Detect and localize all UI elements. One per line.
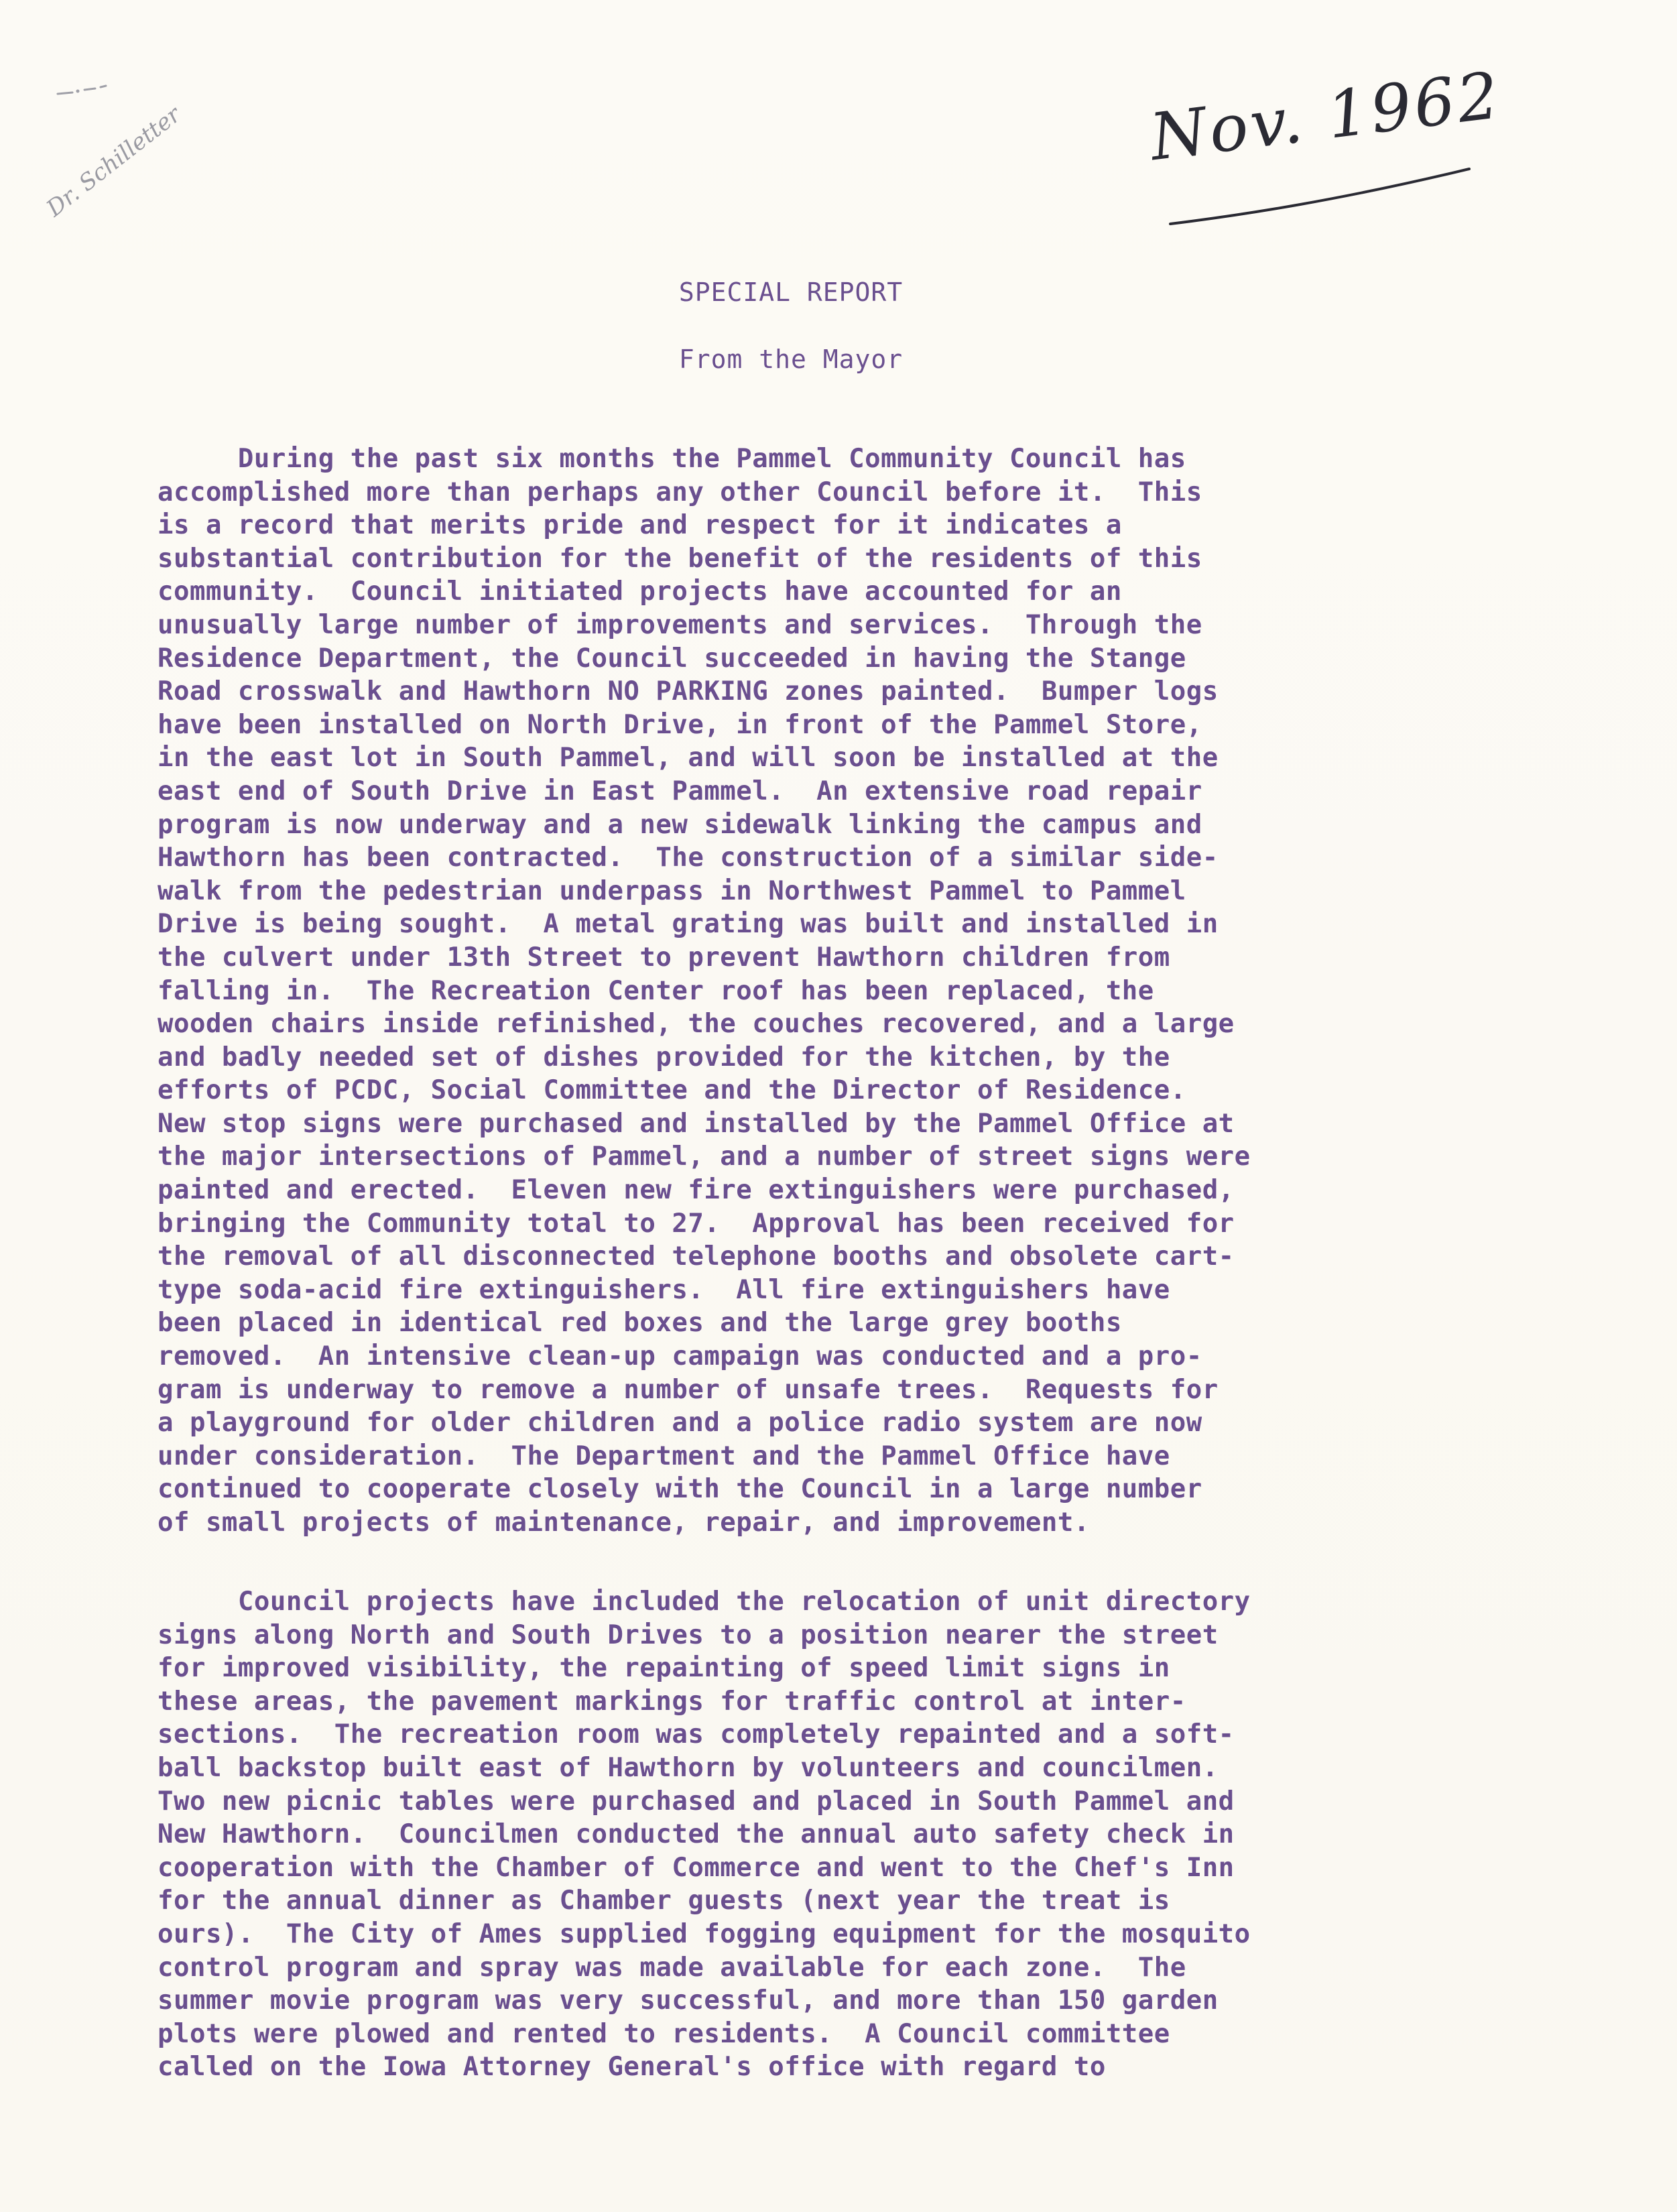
text-line: bringing the Community total to 27. Approval has been received for xyxy=(158,1208,1235,1239)
text-line: ours). The City of Ames supplied fogging equipment for the mosquito xyxy=(158,1918,1251,1949)
text-line: plots were plowed and rented to residents. A Council committee xyxy=(158,2018,1170,2049)
text-line: is a record that merits pride and respect for it indicates a xyxy=(158,510,1122,541)
text-line: walk from the pedestrian underpass in Northwest Pammel to Pammel xyxy=(158,875,1186,906)
text-line: for improved visibility, the repainting of speed limit signs in xyxy=(158,1653,1170,1684)
body-paragraph-2 xyxy=(158,1585,1525,2084)
pen-underline-icon xyxy=(1166,166,1475,247)
text-line: unusually large number of improvements and services. Through the xyxy=(158,609,1202,640)
text-line: Road crosswalk and Hawthorn NO PARKING zones painted. Bumper logs xyxy=(158,676,1219,707)
text-line: Hawthorn has been contracted. The construction of a similar side- xyxy=(158,843,1219,873)
text-line: community. Council initiated projects have accounted for an xyxy=(158,576,1122,607)
text-line: Drive is being sought. A metal grating was built and installed in xyxy=(158,909,1219,940)
text-line: cooperation with the Chamber of Commerce and went to the Chef's Inn xyxy=(158,1852,1235,1883)
text-line: New Hawthorn. Councilmen conducted the annual auto safety check in xyxy=(158,1819,1235,1850)
text-line: New stop signs were purchased and installed by the Pammel Office at xyxy=(158,1108,1235,1139)
report-title: SPECIAL REPORT xyxy=(678,278,904,307)
text-line: control program and spray was made available for each zone. The xyxy=(158,1952,1186,1983)
text-line: these areas, the pavement markings for traffic control at inter- xyxy=(158,1686,1186,1717)
text-line: continued to cooperate closely with the Council in a large number xyxy=(158,1474,1202,1505)
text-line: signs along North and South Drives to a position nearer the street xyxy=(158,1619,1219,1650)
text-line: under consideration. The Department and the Pammel Office have xyxy=(158,1440,1170,1471)
text-line: and badly needed set of dishes provided for the kitchen, by the xyxy=(158,1042,1170,1072)
text-line: During the past six months the Pammel Community Council has xyxy=(158,444,1186,474)
text-line: removed. An intensive clean-up campaign was conducted and a pro- xyxy=(158,1341,1202,1372)
text-line: a playground for older children and a police radio system are now xyxy=(158,1408,1202,1438)
text-line: accomplished more than perhaps any other Council before it. This xyxy=(158,477,1202,507)
text-line: painted and erected. Eleven new fire extinguishers were purchased, xyxy=(158,1175,1235,1206)
text-line: of small projects of maintenance, repair, and improvement. xyxy=(158,1508,1090,1538)
text-line: summer movie program was very successful, and more than 150 garden xyxy=(158,1985,1219,2016)
text-line: type soda-acid fire extinguishers. All fire extinguishers have xyxy=(158,1274,1170,1305)
text-line: substantial contribution for the benefit of the residents of this xyxy=(158,543,1202,574)
text-line: in the east lot in South Pammel, and will soon be installed at the xyxy=(158,743,1219,774)
text-line: the culvert under 13th Street to prevent Hawthorn children from xyxy=(158,942,1170,973)
margin-handwritten-note: Dr. Schilletter xyxy=(42,101,186,223)
pencil-mark-icon xyxy=(55,79,115,106)
text-line: ball backstop built east of Hawthorn by volunteers and councilmen. xyxy=(158,1752,1219,1783)
text-line: the removal of all disconnected telephone booths and obsolete cart- xyxy=(158,1241,1235,1272)
text-line: program is now underway and a new sidewalk linking the campus and xyxy=(158,809,1202,840)
text-line: gram is underway to remove a number of unsafe trees. Requests for xyxy=(158,1374,1219,1405)
text-line: Council projects have included the relocation of unit directory xyxy=(158,1587,1251,1617)
text-line: been placed in identical red boxes and the large grey booths xyxy=(158,1308,1122,1339)
text-line: for the annual dinner as Chamber guests (next year the treat is xyxy=(158,1886,1170,1916)
text-line: have been installed on North Drive, in front of the Pammel Store, xyxy=(158,709,1202,740)
text-line: Two new picnic tables were purchased and placed in South Pammel and xyxy=(158,1786,1235,1817)
text-line: sections. The recreation room was completely repainted and a soft- xyxy=(158,1719,1235,1750)
text-line: called on the Iowa Attorney General's office with regard to xyxy=(158,2052,1106,2083)
text-line: the major intersections of Pammel, and a number of street signs were xyxy=(158,1142,1251,1172)
text-line: wooden chairs inside refinished, the couches recovered, and a large xyxy=(158,1009,1235,1040)
text-line: efforts of PCDC, Social Committee and the Director of Residence. xyxy=(158,1075,1186,1106)
text-line: falling in. The Recreation Center roof has been replaced, the xyxy=(158,975,1154,1006)
body-paragraph-1 xyxy=(158,442,1525,1540)
handwritten-date: Nov. 1962 xyxy=(1146,57,1505,176)
text-line: Residence Department, the Council succeeded in having the Stange xyxy=(158,643,1186,674)
report-subtitle: From the Mayor xyxy=(678,345,904,374)
text-line: east end of South Drive in East Pammel. An extensive road repair xyxy=(158,776,1202,806)
